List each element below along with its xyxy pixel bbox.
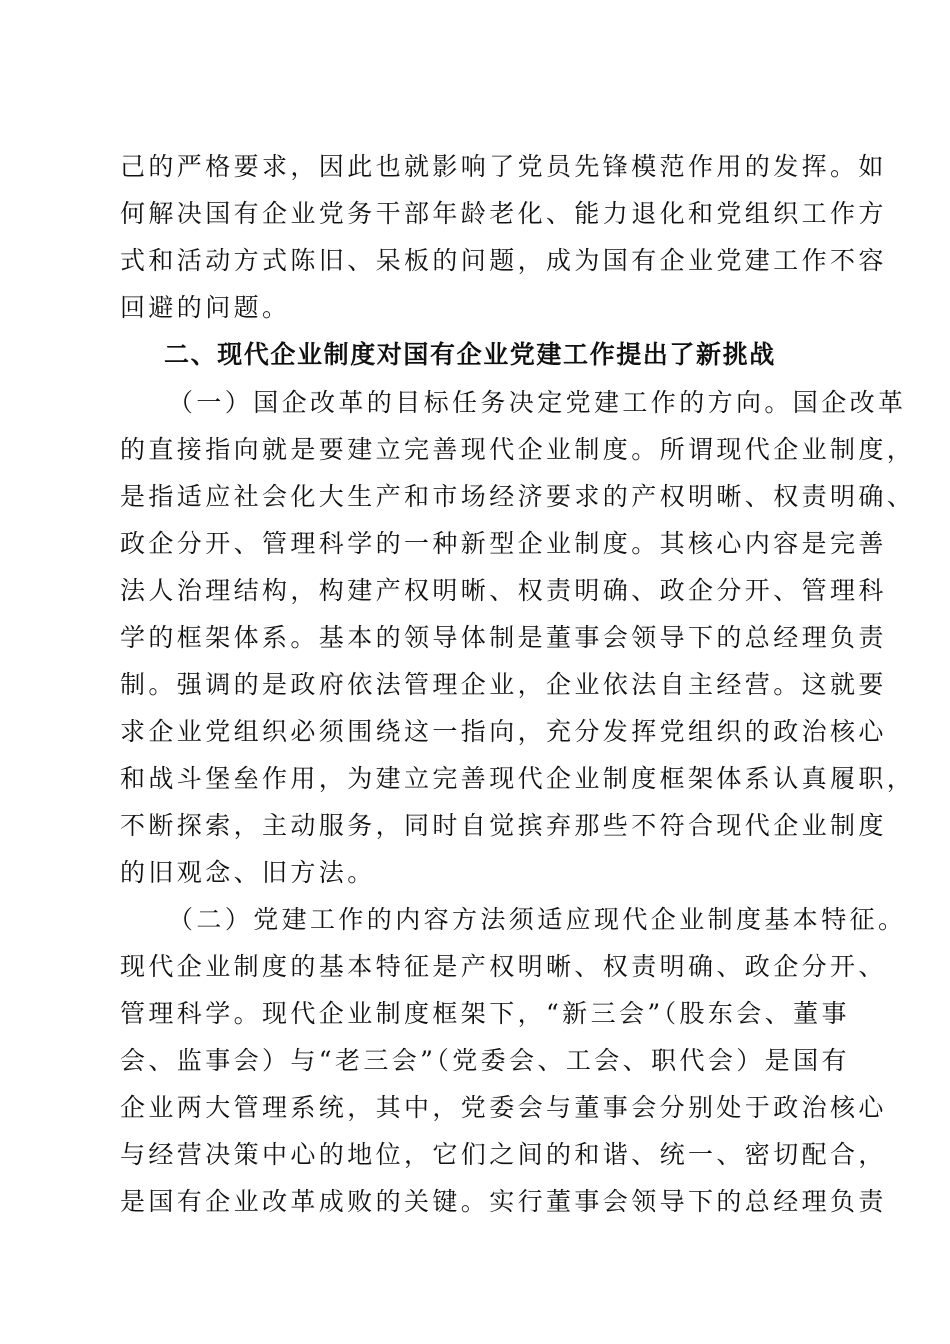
text-line: 会、监事会）与“老三会”（党委会、工会、职代会）是国有 (120, 1046, 850, 1075)
text-line: 现代企业制度的基本特征是产权明晰、权责明确、政企分开、 (120, 952, 887, 981)
text-line: 学的框架体系。基本的领导体制是董事会领导下的总经理负责 (120, 623, 887, 652)
text-line: 制。强调的是政府依法管理企业，企业依法自主经营。这就要 (120, 670, 887, 699)
text-line: 管理科学。现代企业制度框架下，“新三会”（股东会、董事 (120, 999, 850, 1028)
text-line: 己的严格要求，因此也就影响了党员先锋模范作用的发挥。如 (120, 152, 887, 181)
text-line: 企业两大管理系统，其中，党委会与董事会分别处于政治核心 (120, 1093, 887, 1122)
text-line: 求企业党组织必须围绕这一指向，充分发挥党组织的政治核心 (120, 717, 887, 746)
subsection-first-line: （一）国企改革的目标任务决定党建工作的方向。国企改革 (168, 388, 907, 417)
text-line: 法人治理结构，构建产权明晰、权责明确、政企分开、管理科 (120, 576, 887, 605)
text-line: 回避的问题。 (120, 293, 291, 322)
text-line: 不断探索，主动服务，同时自觉摈弃那些不符合现代企业制度 (120, 811, 887, 840)
section-heading: 二、现代企业制度对国有企业党建工作提出了新挑战 (164, 340, 776, 369)
text-line: 的直接指向就是要建立完善现代企业制度。所谓现代企业制度， (120, 435, 916, 464)
text-line: 是指适应社会化大生产和市场经济要求的产权明晰、权责明确、 (120, 482, 916, 511)
text-line: 和战斗堡垒作用，为建立完善现代企业制度框架体系认真履职， (120, 764, 916, 793)
text-line: 与经营决策中心的地位，它们之间的和谐、统一、密切配合， (120, 1140, 887, 1169)
text-line: 是国有企业改革成败的关键。实行董事会领导下的总经理负责 (120, 1187, 887, 1216)
subsection-first-line: （二）党建工作的内容方法须适应现代企业制度基本特征。 (168, 905, 907, 934)
text-line: 的旧观念、旧方法。 (120, 858, 376, 887)
text-line: 式和活动方式陈旧、呆板的问题，成为国有企业党建工作不容 (120, 246, 887, 275)
text-line: 政企分开、管理科学的一种新型企业制度。其核心内容是完善 (120, 529, 887, 558)
text-line: 何解决国有企业党务干部年龄老化、能力退化和党组织工作方 (120, 199, 887, 228)
